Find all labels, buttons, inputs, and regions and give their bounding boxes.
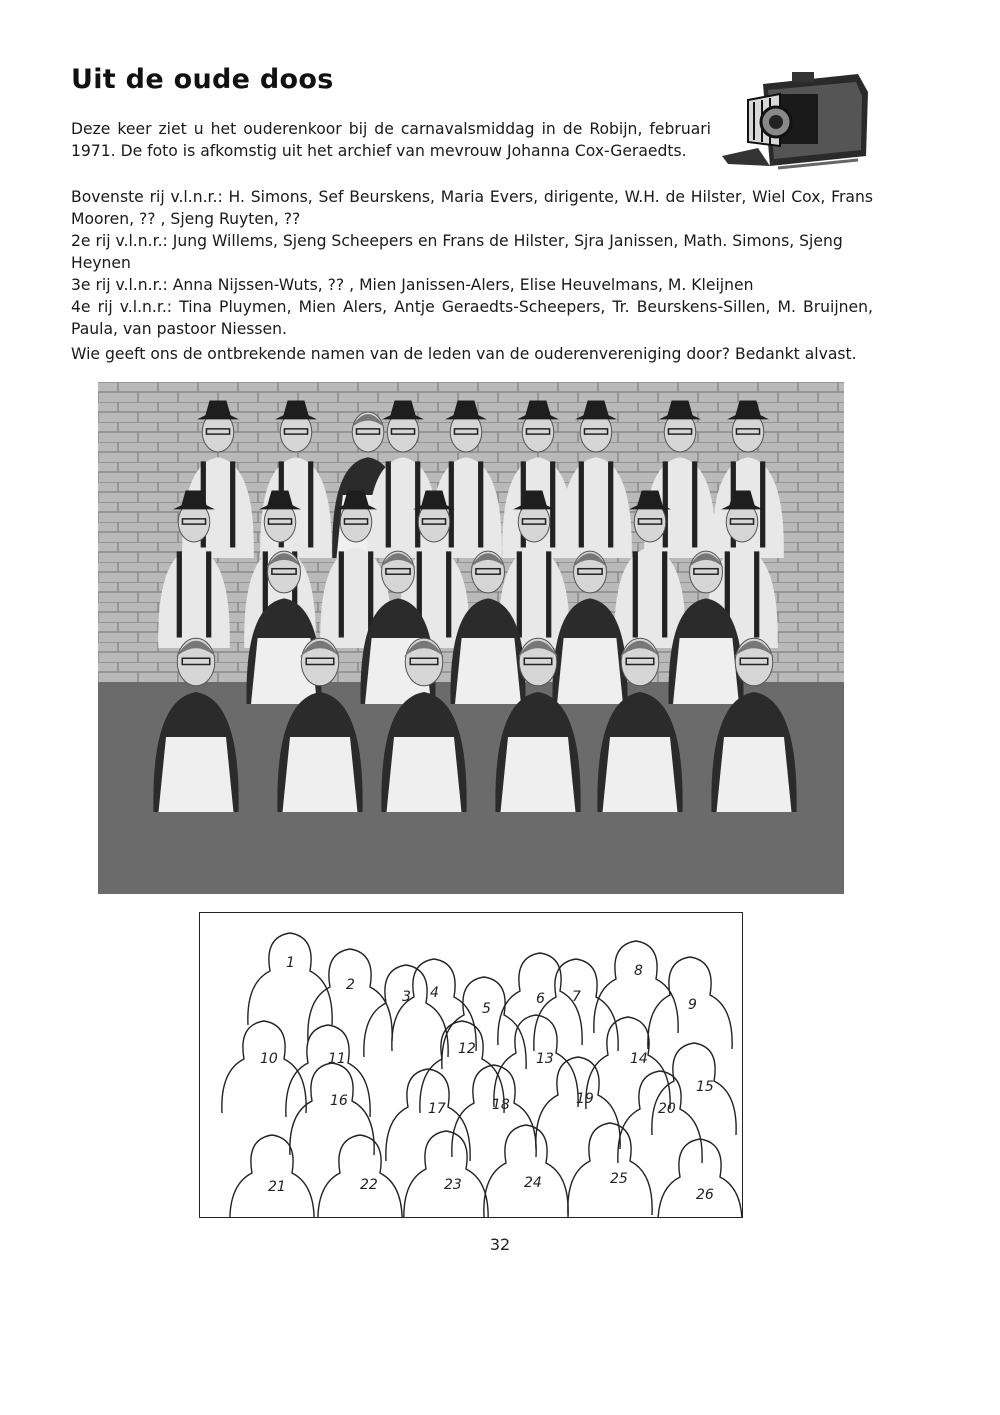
key-silhouette <box>248 933 332 1025</box>
key-number: 23 <box>444 1177 462 1193</box>
key-number: 7 <box>572 989 581 1005</box>
key-number: 20 <box>658 1101 676 1117</box>
key-number: 19 <box>576 1091 594 1107</box>
key-silhouette <box>222 1021 306 1113</box>
key-number: 6 <box>536 991 545 1007</box>
group-photo <box>98 382 844 894</box>
names-line: 3e rij v.l.n.r.: Anna Nijssen-Wuts, ?? , Mien Janissen-Alers, Elise Heuvelmans, M. Kleijnen <box>71 276 754 294</box>
key-number: 15 <box>696 1079 714 1095</box>
key-number: 17 <box>428 1101 446 1117</box>
key-silhouette <box>290 1063 374 1155</box>
key-number: 25 <box>610 1171 628 1187</box>
key-number: 14 <box>630 1051 648 1067</box>
key-number: 16 <box>330 1093 348 1109</box>
key-number: 22 <box>360 1177 378 1193</box>
key-number: 9 <box>688 997 697 1013</box>
key-number: 3 <box>402 989 411 1005</box>
names-line: 4e rij v.l.n.r.: Tina Pluymen, Mien Alers, Antje Geraedts-Scheepers, Tr. Beurskens-Sillen, M. Bruijnen, <box>71 298 873 316</box>
key-number: 8 <box>634 963 643 979</box>
names-line: Mooren, ?? , Sjeng Ruyten, ?? <box>71 210 301 228</box>
key-silhouette <box>658 1139 742 1217</box>
key-silhouette <box>484 1125 568 1217</box>
key-number: 26 <box>696 1187 714 1203</box>
key-silhouette <box>318 1135 402 1217</box>
silhouette-key <box>199 912 743 1218</box>
key-number: 18 <box>492 1097 510 1113</box>
key-number: 5 <box>482 1001 491 1017</box>
key-silhouette <box>534 959 618 1051</box>
names-list <box>71 186 873 340</box>
key-number: 1 <box>286 955 295 971</box>
key-number: 21 <box>268 1179 286 1195</box>
intro-paragraph: Deze keer ziet u het ouderenkoor bij de carnavalsmiddag in de Robijn, februari 1971. De foto is afkomstig uit het archief van mevrouw Johanna Cox-Geraedts. <box>71 120 711 160</box>
page-number: 32 <box>489 1235 511 1254</box>
question-paragraph: Wie geeft ons de ontbrekende namen van de leden van de ouderenvereniging door? Bedankt alvast. <box>71 345 857 363</box>
key-number: 2 <box>346 977 355 993</box>
key-number: 4 <box>430 985 439 1001</box>
key-silhouette <box>230 1135 314 1217</box>
key-number: 13 <box>536 1051 554 1067</box>
key-number: 12 <box>458 1041 476 1057</box>
key-silhouette <box>568 1123 652 1215</box>
camera-icon <box>718 64 870 176</box>
key-number: 24 <box>524 1175 542 1191</box>
key-number: 11 <box>328 1051 346 1067</box>
names-line: Paula, van pastoor Niessen. <box>71 320 287 338</box>
names-line: Bovenste rij v.l.n.r.: H. Simons, Sef Beurskens, Maria Evers, dirigente, W.H. de Hilster, Wiel Cox, Frans <box>71 188 873 206</box>
key-silhouette <box>404 1131 488 1217</box>
key-silhouette <box>364 965 448 1057</box>
key-number: 10 <box>260 1051 278 1067</box>
article-title: Uit de oude doos <box>71 64 334 95</box>
names-line: 2e rij v.l.n.r.: Jung Willems, Sjeng Scheepers en Frans de Hilster, Sjra Janissen, Math. Simons, Sjeng Heynen <box>71 232 843 272</box>
key-silhouette <box>286 1025 370 1117</box>
